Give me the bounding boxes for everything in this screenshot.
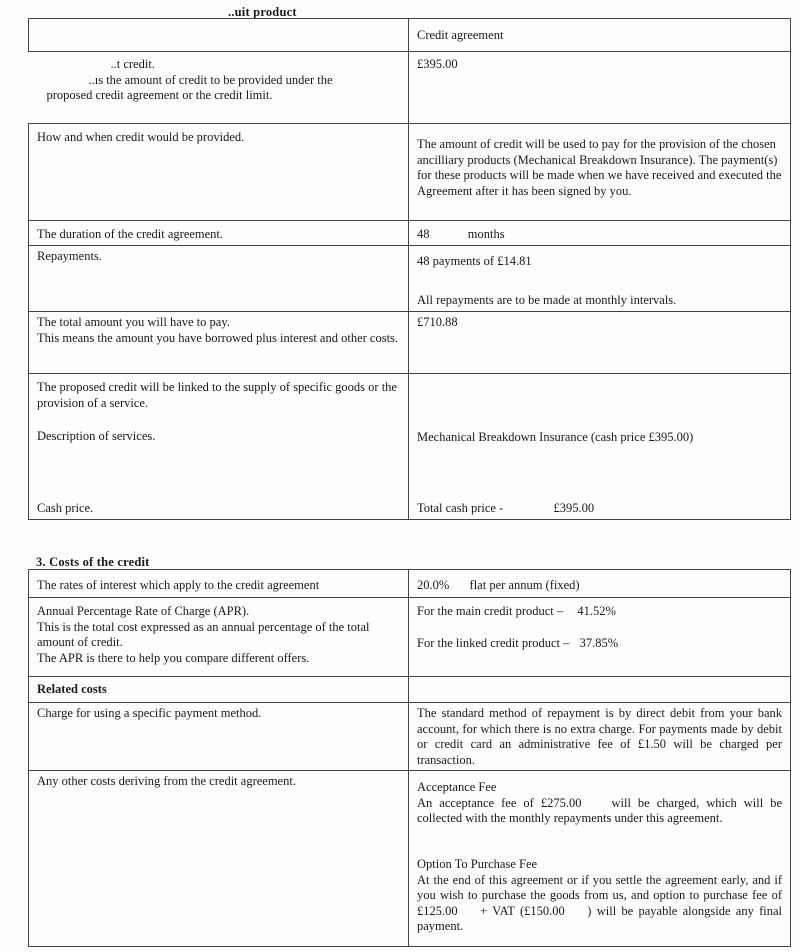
payment-method-label: Charge for using a specific payment method.: [37, 706, 262, 720]
amount-label-cell: [29, 52, 409, 124]
payment-method-label-cell: [29, 703, 409, 771]
apr-linked-label: For the linked credit product –: [417, 635, 570, 650]
acceptance-fee-title: Acceptance Fee: [417, 780, 497, 794]
acceptance-text-b: will be charged, which will be collected with the monthly repayments under this agreement.: [417, 795, 783, 825]
how-when-label: How and when credit would be provided.: [37, 130, 245, 144]
credit-agreement-header: [409, 19, 791, 52]
apr-label-cell: [29, 598, 409, 677]
apr-label-line2: This is the total cost expressed as an annual percentage of the total amount of credit.: [37, 619, 370, 649]
total-label-cell: [29, 312, 409, 374]
apr-main-label: For the main credit product –: [417, 604, 564, 618]
amount-value-cell: [409, 52, 791, 124]
header-left-cell: [29, 19, 409, 52]
table-row: [29, 570, 791, 598]
apr-value-cell: [409, 598, 791, 677]
costs-of-credit-table: [28, 569, 791, 947]
description-label: Description of services.: [37, 429, 156, 443]
table-row: [29, 246, 791, 312]
total-value: £710.88: [417, 315, 458, 329]
table-row: [29, 703, 791, 771]
how-when-value-cell: [409, 124, 791, 221]
option-fee-text: [417, 873, 782, 935]
option-text-b: ) will be payable alongside any final payment.: [417, 903, 783, 933]
apr-label-line1: Annual Percentage Rate of Charge (APR).: [37, 604, 250, 618]
amount-label-line3: proposed credit agreement or the credit limit.: [46, 88, 273, 102]
table-row: [29, 19, 791, 52]
duration-number: 48: [417, 227, 430, 241]
section-3-title: 3. Costs of the credit: [36, 555, 150, 569]
total-label-line1: The total amount you will have to pay.: [37, 315, 230, 329]
option-text-a: At the end of this agreement or if you settle the agreement early, and if you wish to purchase the goods from us, and option to purchase fee of: [417, 872, 782, 902]
apr-main-value: 41.52%: [577, 604, 616, 618]
duration-label-cell: [29, 221, 409, 246]
apr-linked-value: 37.85%: [579, 635, 619, 650]
table-row: [29, 312, 791, 374]
header-text: Credit agreement: [417, 28, 504, 42]
acceptance-amount: £275.00: [540, 795, 582, 810]
apr-linked: [417, 636, 782, 652]
interest-rate: 20.0%: [417, 578, 450, 592]
amount-value: £395.00: [417, 57, 458, 71]
interest-value-cell: [409, 570, 791, 598]
duration-label: The duration of the credit agreement.: [37, 227, 224, 241]
duration-value-cell: [409, 221, 791, 246]
linked-value-cell: [409, 374, 791, 520]
other-costs-label-cell: [29, 771, 409, 947]
total-label-line2: This means the amount you have borrowed plus interest and other costs.: [37, 330, 399, 345]
repayments-label-cell: [29, 246, 409, 312]
apr-label-line3: The APR is there to help you compare different offers.: [37, 650, 310, 665]
acceptance-text-a: An acceptance fee of: [417, 795, 534, 810]
repayments-value-cell: [409, 246, 791, 312]
option-fee-title: Option To Purchase Fee: [417, 857, 538, 871]
amount-label-line1: ..t credit.: [110, 57, 155, 71]
interest-label-cell: [29, 570, 409, 598]
table-row: [29, 221, 791, 246]
linked-label: The proposed credit will be linked to the supply of specific goods or the provision of a service.: [37, 380, 397, 410]
related-costs-label: Related costs: [37, 682, 107, 696]
other-costs-label: Any other costs deriving from the credit agreement.: [37, 774, 296, 788]
interest-type: flat per annum (fixed): [469, 578, 580, 592]
table-row: [29, 374, 791, 520]
apr-main: [417, 604, 782, 620]
cash-price-amount: £395.00: [553, 500, 595, 515]
interest-label: The rates of interest which apply to the credit agreement: [37, 578, 320, 592]
acceptance-fee-text: [417, 796, 782, 827]
how-when-value: The amount of credit will be used to pay for the provision of the chosen ancilliary products (Mechanical Breakdown Insurance). The payment(s) for these products will be made when we have received and executed the Agreement after it has been signed by you.: [417, 137, 782, 198]
related-costs-empty-cell: [409, 677, 791, 703]
table-row: [29, 598, 791, 677]
payment-method-value: The standard method of repayment is by direct debit from your bank account, for which there is no extra charge. For payments made by debit or credit card an administrative fee of £1.50 will be charged per transaction.: [417, 706, 782, 767]
total-value-cell: [409, 312, 791, 374]
payment-method-value-cell: [409, 703, 791, 771]
table-row: [29, 771, 791, 947]
table-row: [29, 52, 791, 124]
option-fee-block: [417, 857, 782, 935]
repayments-label: Repayments.: [37, 249, 102, 263]
description-value: Mechanical Breakdown Insurance (cash price £395.00): [417, 430, 694, 444]
related-costs-cell: [29, 677, 409, 703]
duration-unit: months: [467, 227, 505, 241]
other-costs-value-cell: [409, 771, 791, 947]
option-vat: + VAT (£150.00: [480, 903, 565, 918]
cash-price-label: Cash price.: [37, 500, 94, 515]
repayments-interval: All repayments are to be made at monthly intervals.: [417, 292, 677, 307]
table-row: [29, 677, 791, 703]
how-when-label-cell: [29, 124, 409, 221]
amount-label-line2: ..ıs the amount of credit to be provided under the: [88, 72, 333, 87]
option-amount: £125.00: [417, 903, 458, 918]
section-2-title: ..uit product: [228, 5, 297, 19]
linked-label-cell: [29, 374, 409, 520]
table-row: [29, 124, 791, 221]
repayments-value: 48 payments of £14.81: [417, 254, 532, 268]
credit-product-table: [28, 18, 791, 520]
cash-price-value: [417, 501, 782, 517]
cash-price-value-label: Total cash price -: [417, 500, 504, 515]
